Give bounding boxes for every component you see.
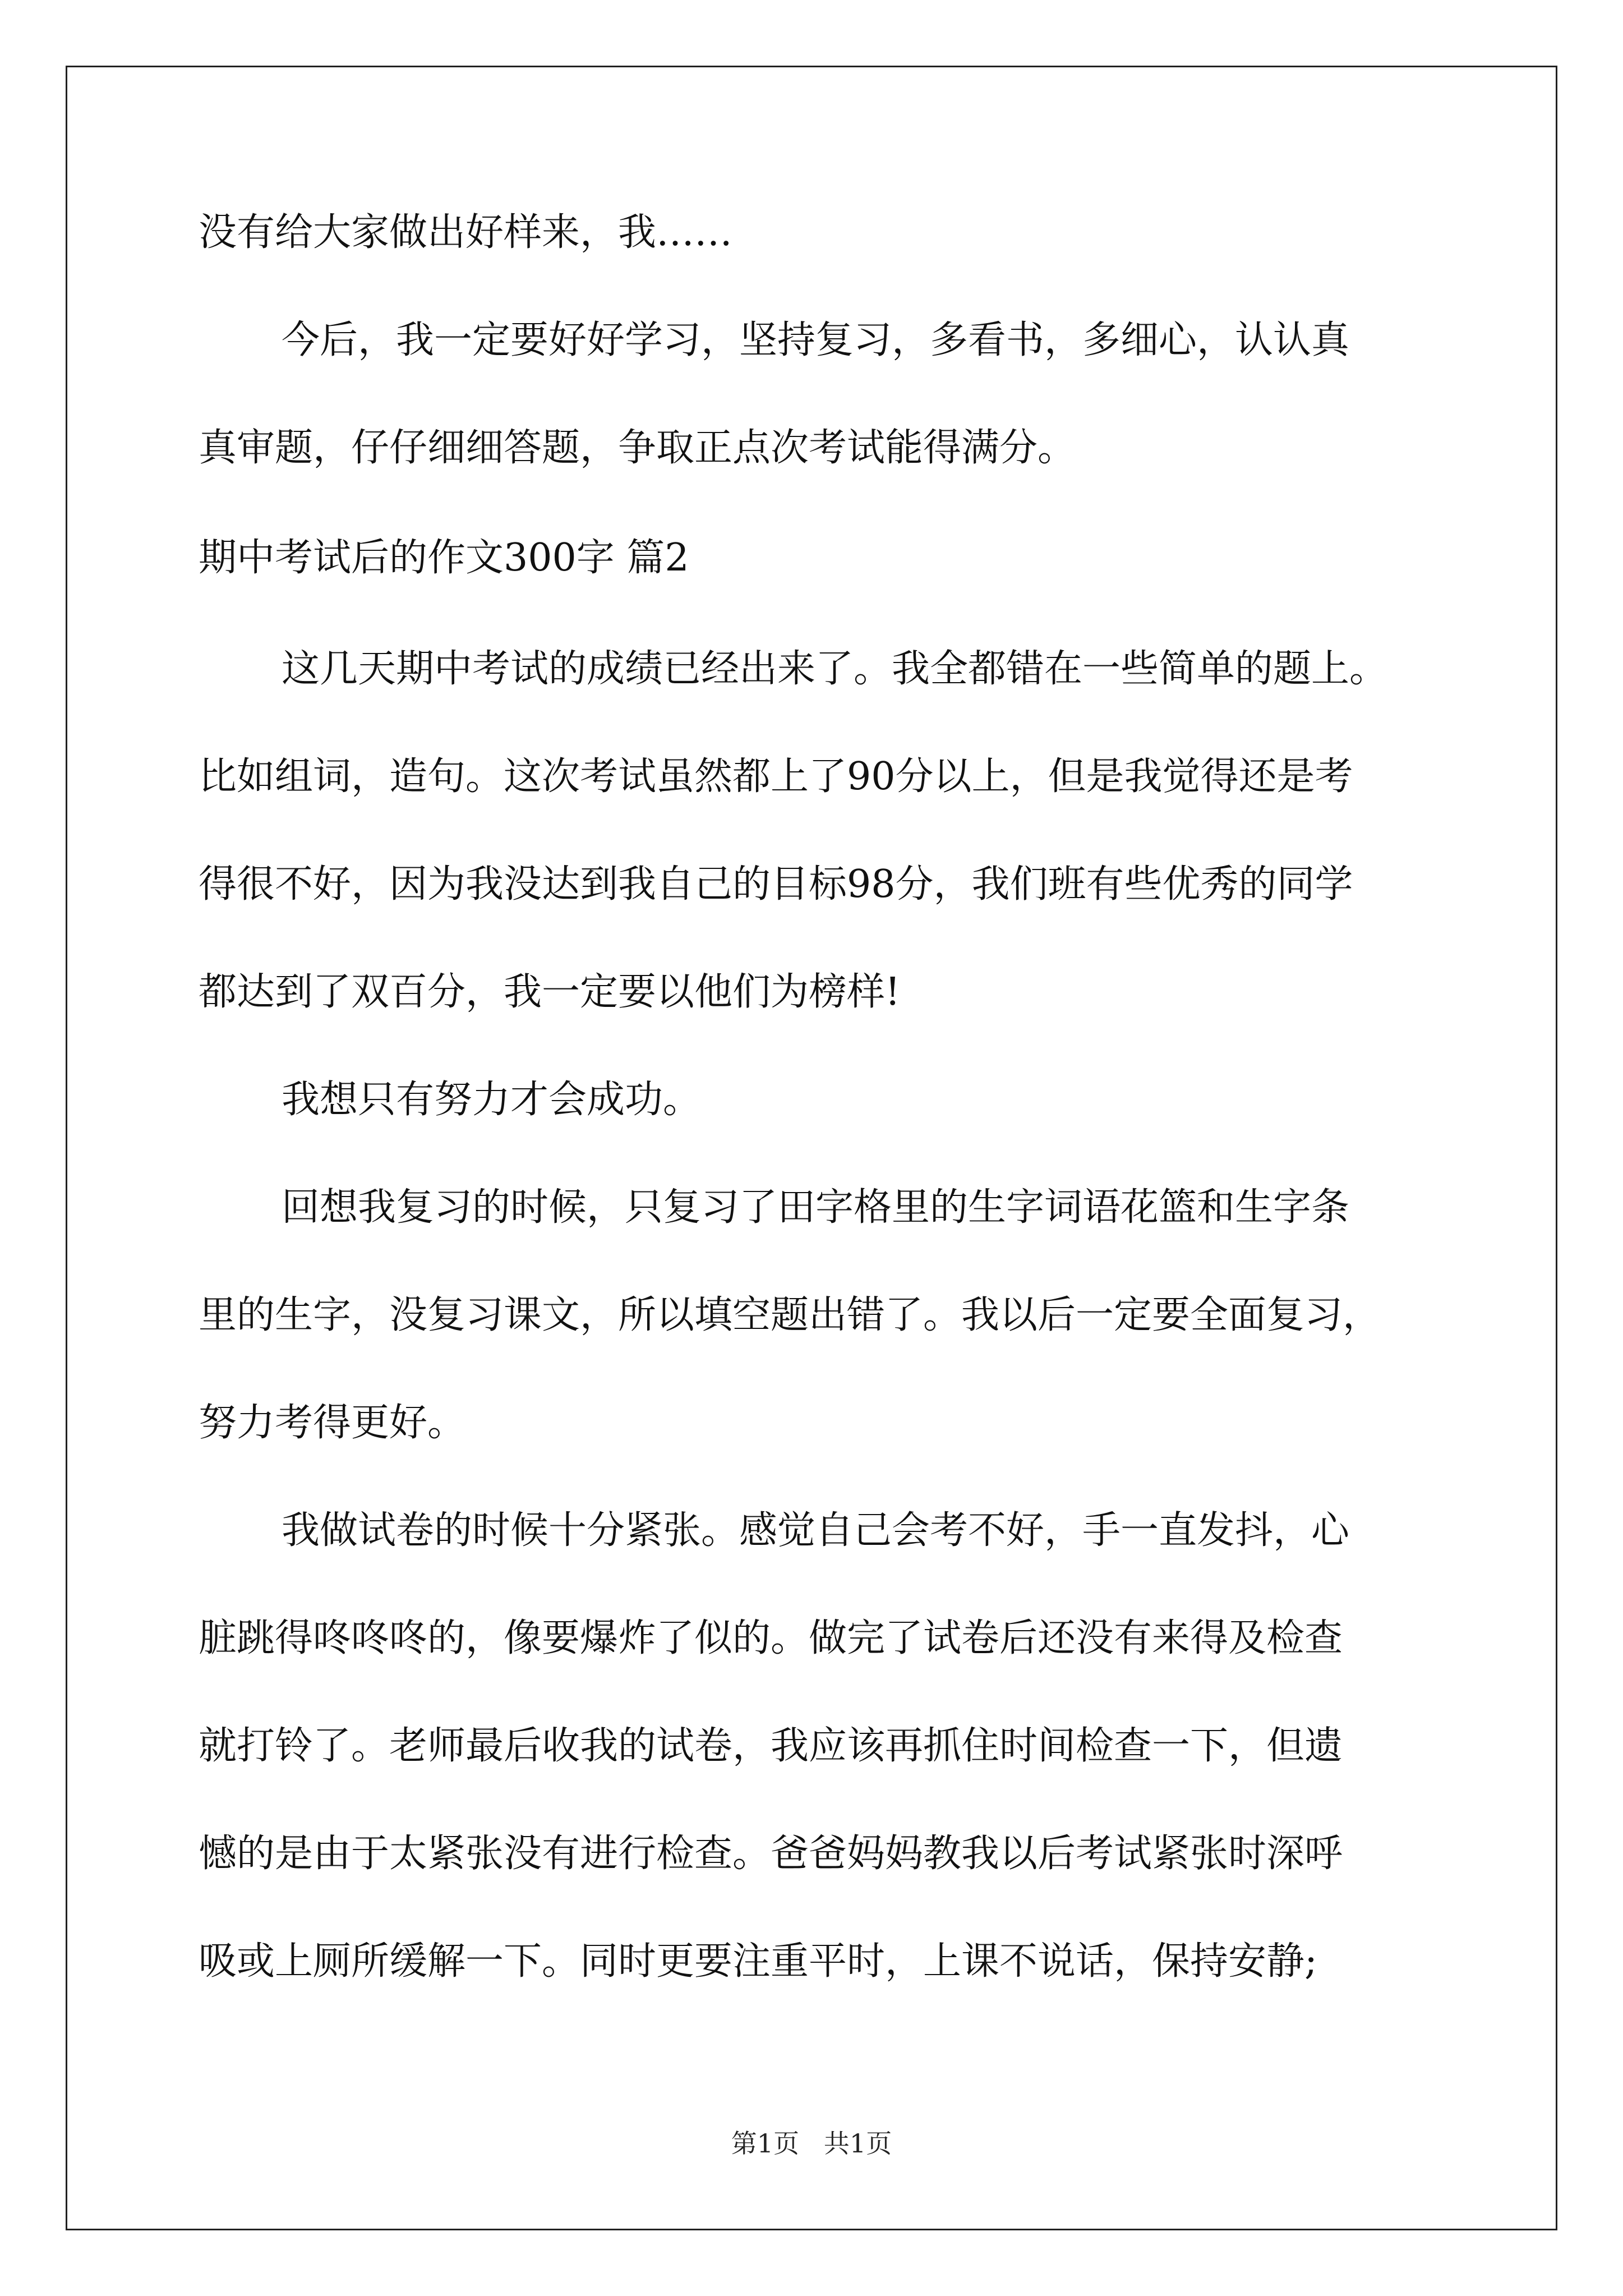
page-border — [66, 66, 1557, 2230]
page-number-footer: 第1页 共1页 — [731, 2128, 892, 2159]
text-line: 吸或上厕所缓解一下。同时更要注重平时，上课不说话，保持安静; — [199, 1939, 1317, 1984]
text-line: 比如组词，造句。这次考试虽然都上了90分以上，但是我觉得还是考 — [199, 754, 1353, 799]
section-heading: 期中考试后的作文300字 篇2 — [199, 536, 689, 580]
text-line: 没有给大家做出好样来，我…… — [199, 210, 733, 255]
text-line: 里的生字，没复习课文，所以填空题出错了。我以后一定要全面复习， — [199, 1293, 1381, 1337]
text-line: 努力考得更好。 — [199, 1401, 466, 1445]
paragraph-first-line: 今后，我一定要好好学习，坚持复习，多看书，多细心，认认真 — [282, 318, 1350, 362]
text-line: 得很不好，因为我没达到我自己的目标98分，我们班有些优秀的同学 — [199, 862, 1353, 907]
paragraph-first-line: 回想我复习的时候，只复习了田字格里的生字词语花篮和生字条 — [282, 1185, 1350, 1230]
text-line: 就打铃了。老师最后收我的试卷，我应该再抓住时间检查一下，但遗 — [199, 1724, 1343, 1768]
text-line: 真审题，仔仔细细答题，争取正点次考试能得满分。 — [199, 426, 1076, 470]
text-line: 脏跳得咚咚咚的，像要爆炸了似的。做完了试卷后还没有来得及检查 — [199, 1616, 1343, 1660]
paragraph-first-line: 这几天期中考试的成绩已经出来了。我全都错在一些简单的题上。 — [282, 647, 1388, 691]
text-line: 憾的是由于太紧张没有进行检查。爸爸妈妈教我以后考试紧张时深呼 — [199, 1832, 1343, 1876]
text-line: 都达到了双百分，我一定要以他们为榜样! — [199, 970, 901, 1014]
paragraph-first-line: 我想只有努力才会成功。 — [282, 1078, 702, 1122]
paragraph-first-line: 我做试卷的时候十分紧张。感觉自己会考不好，手一直发抖，心 — [282, 1508, 1350, 1553]
